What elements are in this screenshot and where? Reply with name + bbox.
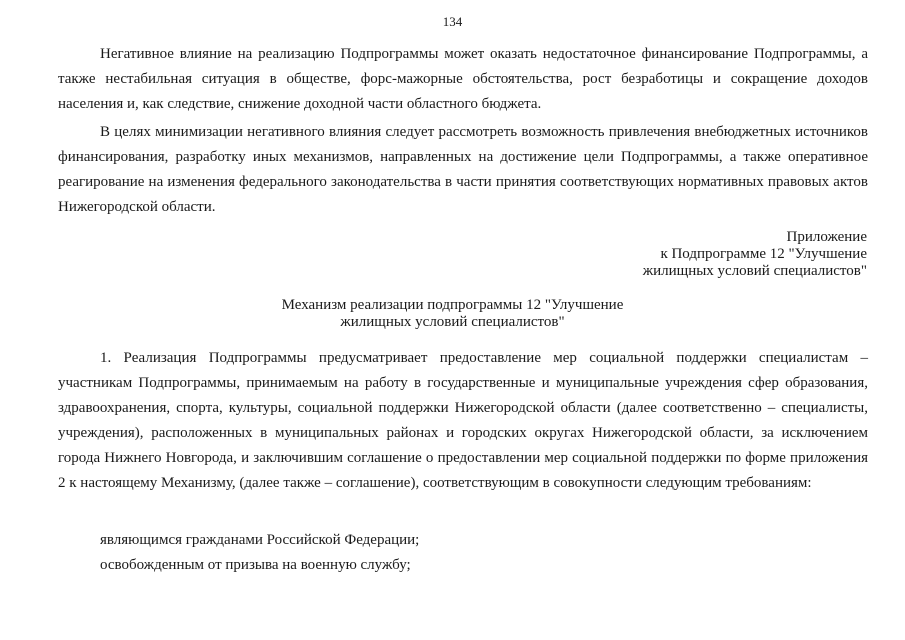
appendix-line-2: к Подпрограмме 12 "Улучшение xyxy=(660,246,867,262)
page-number: 134 xyxy=(442,14,463,29)
appendix-label xyxy=(467,229,867,280)
appendix-line-1: Приложение xyxy=(786,229,867,245)
paragraph-risks: Негативное влияние на реализацию Подпрограммы может оказать недостаточное финансирование Подпрограммы, а также нестабильная ситуация в обществе, форс-мажорные обстоятельства, рост безработицы и сокращение доходов населения и, как следствие, снижение доходной части областного бюджета. xyxy=(58,46,868,112)
appendix-line-3: жилищных условий специалистов" xyxy=(642,263,867,279)
heading-line-2: жилищных условий специалистов" xyxy=(340,314,565,330)
heading-line-1: Механизм реализации подпрограммы 12 "Улучшение xyxy=(281,297,624,313)
section-heading xyxy=(0,297,905,331)
paragraph-section-1: 1. Реализация Подпрограммы предусматривает предоставление мер социальной поддержки специалистам – участникам Подпрограммы, принимаемым на работу в государственные и муниципальные учреждения сфер образования, здравоохранения, спорта, культуры, социальной поддержки Нижегородской области (далее соответственно – специалисты, учреждения), расположенных в муниципальных районах и городских округах Нижегородской области, за исключением города Нижнего Новгорода, и заключившим соглашение о предоставлении мер социальной поддержки по форме приложения 2 к настоящему Механизму, (далее также – соглашение), соответствующим в совокупности следующим требованиям: xyxy=(58,350,868,491)
requirement-item: освобожденным от призыва на военную службу; xyxy=(100,557,411,573)
paragraph-mitigation: В целях минимизации негативного влияния следует рассмотреть возможность привлечения внебюджетных источников финансирования, разработку иных механизмов, направленных на достижение цели Подпрограммы, а также оперативное реагирование на изменения федерального законодательства в части принятия соответствующих нормативных правовых актов Нижегородской области. xyxy=(58,124,868,215)
requirement-item: являющимся гражданами Российской Федерации; xyxy=(100,532,420,548)
